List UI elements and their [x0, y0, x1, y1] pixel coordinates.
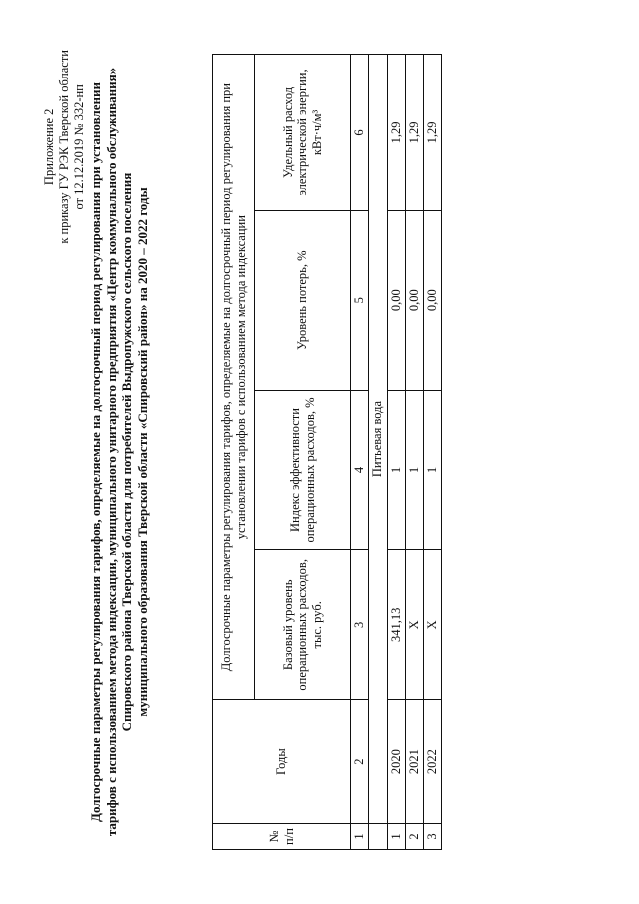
appendix-block — [42, 50, 87, 244]
cell-number: 1 — [387, 824, 405, 850]
document-title — [88, 22, 150, 882]
table-row — [423, 55, 441, 850]
header-specific-consumption — [254, 55, 350, 211]
cell-specific-consumption: 1,29 — [387, 55, 405, 211]
section-row — [368, 55, 387, 850]
cell-base-level: Х — [405, 550, 423, 700]
header-base-level-label: Базовый уровень операционных расходов, тыс. руб. — [280, 559, 324, 691]
header-efficiency-index-label: Индекс эффективности операционных расходов, % — [287, 397, 316, 543]
column-index-cell: 5 — [350, 210, 368, 390]
cell-specific-consumption: 1,29 — [423, 55, 441, 211]
cell-specific-consumption: 1,29 — [405, 55, 423, 211]
header-loss-level-label: Уровень потерь, % — [294, 250, 309, 351]
cell-number: 2 — [405, 824, 423, 850]
column-index-cell: 6 — [350, 55, 368, 211]
column-index-cell: 2 — [350, 700, 368, 824]
cell-base-level: Х — [423, 550, 441, 700]
cell-loss-level: 0,00 — [405, 210, 423, 390]
cell-efficiency-index: 1 — [387, 390, 405, 550]
title-line-1: Долгосрочные параметры регулирования тарифов, определяемые на долгосрочный период регулирования при установлении — [87, 82, 103, 822]
table-header-row — [212, 55, 254, 850]
header-loss-level — [254, 210, 350, 390]
title-line-4: муниципального образования Тверской области «Спировский район» на 2020 – 2022 годы — [134, 187, 149, 717]
appendix-line-1: Приложение 2 — [41, 108, 56, 186]
cell-year: 2022 — [423, 700, 441, 824]
header-efficiency-index — [254, 390, 350, 550]
table-row — [387, 55, 405, 850]
header-number: № п/п — [212, 824, 350, 850]
section-label: Питьевая вода — [368, 55, 387, 824]
table-row — [405, 55, 423, 850]
column-index-cell: 1 — [350, 824, 368, 850]
cell-number: 3 — [423, 824, 441, 850]
cell-year: 2020 — [387, 700, 405, 824]
header-base-level — [254, 550, 350, 700]
header-group: Долгосрочные параметры регулирования тарифов, определяемые на долгосрочный период регулирования при установлении тарифов с использованием метода индексации — [212, 55, 254, 700]
title-line-3: Спировского района Тверской области для потребителей Выдропужского сельского поселения — [118, 172, 134, 732]
cell-loss-level: 0,00 — [387, 210, 405, 390]
appendix-line-2: к приказу ГУ РЭК Тверской области — [56, 50, 71, 244]
parameters-table — [212, 54, 442, 850]
cell-efficiency-index: 1 — [423, 390, 441, 550]
header-years: Годы — [212, 700, 350, 824]
cell-efficiency-index: 1 — [405, 390, 423, 550]
cell-year: 2021 — [405, 700, 423, 824]
header-specific-consumption-label: Удельный расход электрической энергии, кВт·ч/м³ — [280, 69, 324, 196]
column-index-cell: 3 — [350, 550, 368, 700]
column-index-row — [350, 55, 368, 850]
section-spacer — [368, 824, 387, 850]
cell-base-level: 341,13 — [387, 550, 405, 700]
document-page — [20, 22, 620, 882]
cell-loss-level: 0,00 — [423, 210, 441, 390]
appendix-line-3: от 12.12.2019 № 332-нп — [71, 84, 86, 210]
title-line-2: тарифов с использованием метода индексации, муниципального унитарного предприятия «Центр коммунального обслуживания» — [103, 67, 118, 837]
column-index-cell: 4 — [350, 390, 368, 550]
